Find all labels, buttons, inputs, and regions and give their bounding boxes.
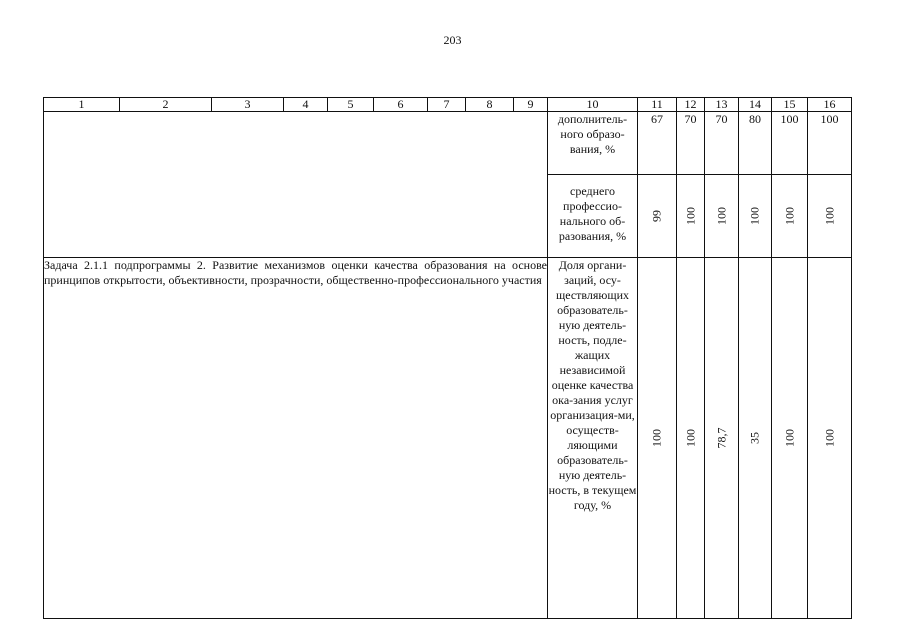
task-description: Задача 2.1.1 подпрограммы 2. Развитие механизмов оценки качества образования на основе принципов открытости, объективности, прозрачности, общественно-профессионального участия	[44, 258, 548, 619]
value-text: 100	[782, 429, 796, 447]
column-number: 16	[808, 98, 852, 112]
column-number: 10	[548, 98, 638, 112]
value-text: 100	[683, 429, 697, 447]
value-cell	[638, 258, 677, 619]
table-header-row	[44, 98, 852, 112]
value-cell: 80	[739, 112, 772, 175]
indicator-table	[43, 97, 852, 619]
table-row	[44, 112, 852, 175]
value-text: 100	[649, 429, 664, 447]
value-text: 100	[683, 207, 697, 225]
column-number: 6	[374, 98, 428, 112]
column-number: 1	[44, 98, 120, 112]
value-cell	[705, 175, 739, 258]
value-cell	[638, 175, 677, 258]
value-text: 99	[649, 210, 664, 222]
value-cell	[772, 175, 808, 258]
value-cell: 100	[772, 112, 808, 175]
column-number: 8	[466, 98, 514, 112]
value-text: 100	[822, 429, 836, 447]
column-number: 14	[739, 98, 772, 112]
column-number: 3	[212, 98, 284, 112]
value-cell	[739, 258, 772, 619]
value-text: 78,7	[714, 427, 728, 449]
column-number: 2	[120, 98, 212, 112]
column-number: 4	[284, 98, 328, 112]
column-number: 11	[638, 98, 677, 112]
value-cell: 100	[808, 112, 852, 175]
empty-task-cell	[44, 112, 548, 175]
table-row	[44, 175, 852, 258]
column-number: 13	[705, 98, 739, 112]
column-number: 7	[428, 98, 466, 112]
value-text: 100	[747, 207, 762, 225]
value-cell	[677, 258, 705, 619]
column-number: 12	[677, 98, 705, 112]
value-text: 35	[747, 432, 762, 444]
column-number: 9	[514, 98, 548, 112]
value-cell	[808, 175, 852, 258]
empty-task-cell	[44, 175, 548, 258]
indicator-cell: дополнитель-ного образо-вания, %	[548, 112, 638, 175]
value-cell: 70	[677, 112, 705, 175]
page-number: 203	[443, 33, 462, 47]
column-number: 5	[328, 98, 374, 112]
indicator-cell: среднего профессио-нального об-разования, %	[548, 175, 638, 258]
value-text: 100	[822, 207, 836, 225]
value-text: 100	[714, 207, 728, 225]
value-text: 100	[782, 207, 796, 225]
table-row	[44, 258, 852, 619]
value-cell	[677, 175, 705, 258]
value-cell: 70	[705, 112, 739, 175]
value-cell	[772, 258, 808, 619]
indicator-cell: Доля органи-заций, осу-ществляющих образователь-ную деятель-ность, подле-жащих независимой оценке качества ока-зания услуг организация-ми, осуществ-ляющими образователь-ную деятель-ность, в текущем году, %	[548, 258, 638, 619]
value-cell	[808, 258, 852, 619]
column-number: 15	[772, 98, 808, 112]
value-cell	[739, 175, 772, 258]
value-cell: 67	[638, 112, 677, 175]
value-cell	[705, 258, 739, 619]
